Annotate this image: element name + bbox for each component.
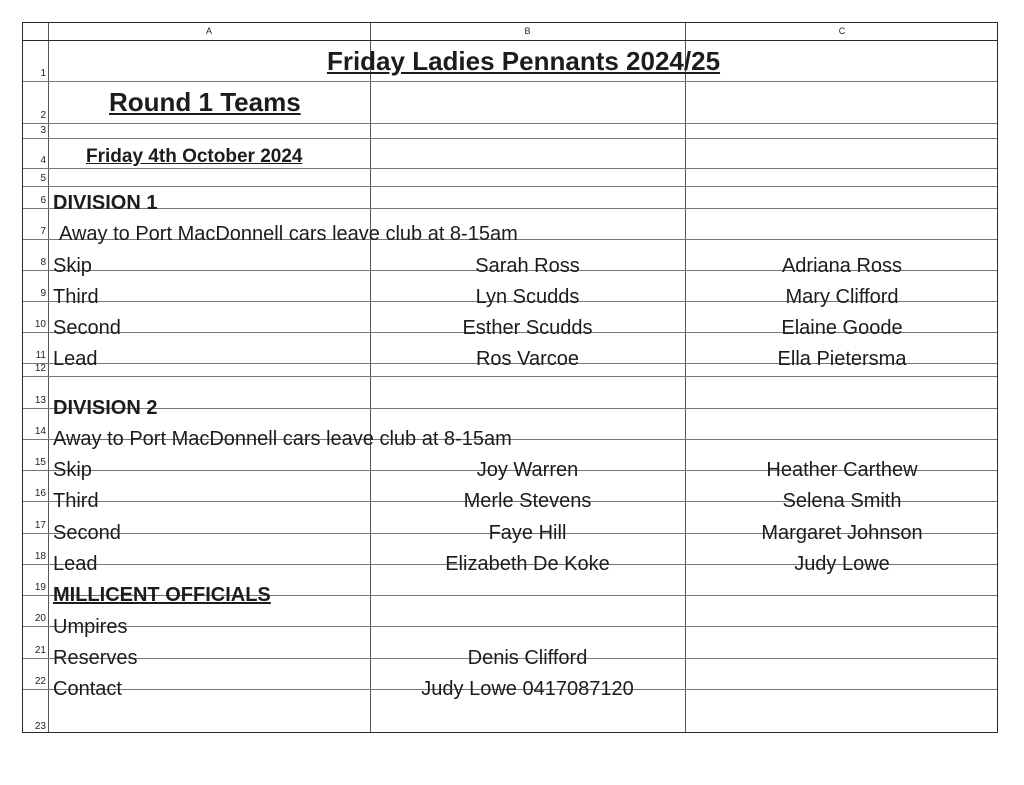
- row-number[interactable]: 12: [34, 363, 46, 374]
- row-number[interactable]: 20: [34, 613, 46, 624]
- div2-position-lead: Lead: [53, 553, 98, 575]
- div1-skip-c: Adriana Ross: [781, 255, 903, 277]
- row-gridline: [23, 376, 997, 377]
- div2-skip-b: Joy Warren: [476, 459, 579, 481]
- div2-third-b: Merle Stevens: [463, 490, 592, 512]
- row-number[interactable]: 5: [40, 173, 46, 184]
- div2-second-b: Faye Hill: [488, 522, 567, 544]
- row-number[interactable]: 16: [34, 488, 46, 499]
- column-header-c[interactable]: C: [838, 26, 846, 36]
- row-number[interactable]: 6: [40, 195, 46, 206]
- division-2-label: DIVISION 2: [53, 397, 158, 419]
- round-heading: Round 1 Teams: [109, 87, 301, 117]
- officials-role-reserves: Reserves: [53, 647, 138, 669]
- row-number[interactable]: 13: [34, 395, 46, 406]
- div1-lead-b: Ros Varcoe: [475, 348, 579, 370]
- division-1-note: Away to Port MacDonnell cars leave club at 8-15am: [59, 223, 518, 245]
- div1-position-lead: Lead: [53, 348, 98, 370]
- div1-second-b: Esther Scudds: [462, 317, 593, 339]
- div1-lead-c: Ella Pietersma: [777, 348, 907, 370]
- row-number[interactable]: 19: [34, 582, 46, 593]
- match-date: Friday 4th October 2024: [86, 146, 303, 167]
- div2-skip-c: Heather Carthew: [766, 459, 918, 481]
- row-number[interactable]: 17: [34, 520, 46, 531]
- row-gridline: [23, 408, 997, 409]
- row-number[interactable]: 4: [40, 155, 46, 166]
- officials-role-umpires: Umpires: [53, 616, 128, 638]
- row-number[interactable]: 11: [35, 350, 46, 361]
- officials-label: MILLICENT OFFICIALS: [53, 584, 271, 606]
- officials-role-contact: Contact: [53, 678, 122, 700]
- row-number[interactable]: 21: [34, 645, 46, 656]
- division-1-label: DIVISION 1: [53, 192, 158, 214]
- div1-third-c: Mary Clifford: [785, 286, 899, 308]
- row-number[interactable]: 9: [40, 288, 46, 299]
- spreadsheet: [22, 22, 998, 733]
- column-header-a[interactable]: A: [205, 26, 212, 36]
- row-number[interactable]: 8: [40, 257, 46, 268]
- row-number[interactable]: 18: [34, 551, 46, 562]
- div1-skip-b: Sarah Ross: [475, 255, 580, 277]
- row-number[interactable]: 1: [40, 68, 46, 79]
- row-gridline: [23, 208, 997, 209]
- div1-position-skip: Skip: [53, 255, 92, 277]
- div1-position-second: Second: [53, 317, 121, 339]
- row-number[interactable]: 23: [34, 721, 46, 732]
- row-number[interactable]: 3: [40, 125, 46, 136]
- row-gridline: [23, 81, 997, 82]
- page-title: Friday Ladies Pennants 2024/25: [326, 46, 721, 76]
- officials-contact-value: Judy Lowe 0417087120: [421, 678, 634, 700]
- row-gridline: [23, 186, 997, 187]
- row-gridline: [23, 626, 997, 627]
- div2-position-second: Second: [53, 522, 121, 544]
- division-2-note: Away to Port MacDonnell cars leave club at 8-15am: [53, 428, 512, 450]
- row-gridline: [23, 40, 997, 41]
- row-gridline: [23, 138, 997, 139]
- row-gridline: [23, 168, 997, 169]
- row-number[interactable]: 14: [34, 426, 46, 437]
- div1-position-third: Third: [53, 286, 99, 308]
- row-number[interactable]: 2: [40, 110, 46, 121]
- div2-second-c: Margaret Johnson: [761, 522, 923, 544]
- div2-position-skip: Skip: [53, 459, 92, 481]
- div2-lead-b: Elizabeth De Koke: [445, 553, 610, 575]
- row-gridline: [23, 123, 997, 124]
- div2-position-third: Third: [53, 490, 99, 512]
- div2-lead-c: Judy Lowe: [794, 553, 890, 575]
- div2-third-c: Selena Smith: [782, 490, 902, 512]
- div1-second-c: Elaine Goode: [781, 317, 903, 339]
- row-number[interactable]: 7: [40, 226, 46, 237]
- column-header-b[interactable]: B: [524, 26, 531, 36]
- row-number[interactable]: 22: [34, 676, 46, 687]
- div1-third-b: Lyn Scudds: [475, 286, 580, 308]
- row-number[interactable]: 10: [34, 319, 46, 330]
- row-number[interactable]: 15: [34, 457, 46, 468]
- officials-reserves-value: Denis Clifford: [467, 647, 588, 669]
